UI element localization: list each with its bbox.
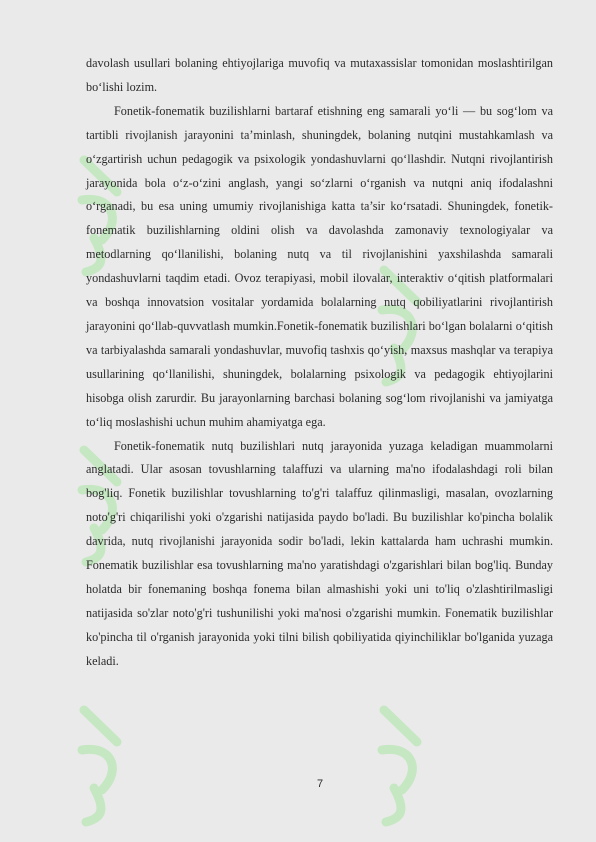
watermark-logo-icon	[72, 690, 142, 830]
watermark-logo-icon	[372, 690, 442, 830]
page-number: 7	[316, 778, 324, 790]
paragraph-disorders-definition: Fonetik-fonematik nutq buzilishlari nutq jarayonida yuzaga keladigan muammolarni anglatadi. Ular asosan tovushlarning talaffuzi va ularning ma'no ifodalashdagi roli bilan bog'liq. Fonetik buzilishlar tovushlarning to'g'ri talaffuz qilinmasligi, masalan, ovozlarning noto'g'ri chiqarilishi yoki o'zgarishi natijasida paydo bo'ladi. Bu buzilishlar ko'pincha bolalik davrida, nutq rivojlanishi jarayonida sodir bo'ladi, lekin kattalarda ham uchrashi mumkin. Fonematik buzilishlar esa tovushlarning ma'no yaratishdagi o'zgarishlari bilan bog'liq. Bunday holatda bir fonemaning boshqa fonema bilan almashishi yoki uni to'liq o'zlashtirilmasligi natijasida so'zlar noto'g'ri tushunilishi yoki ma'nosi o'zgarishi mumkin. Fonematik buzilishlar ko'pincha til o'rganish jarayonida yoki tilni bilish qobiliyatida qiyinchiliklar bo'lganida yuzaga keladi.	[86, 438, 553, 668]
paragraph-elimination-methods: Fonetik-fonematik buzilishlarni bartaraf etishning eng samarali yo‘li — bu sog‘lom va tartibli rivojlanish jarayonini ta’minlash, shuningdek, bolaning nutqini mustahkamlash va o‘zgartirish uchun pedagogik va psixologik yondashuvlarni qo‘llashdir. Nutqni rivojlantirish jarayonida bola o‘z-o‘zini anglash, yangi so‘zlarni o‘rganish va nutqni aniq ifodalashni o‘rganadi, bu esa uning umumiy rivojlanishiga katta ta’sir ko‘rsatadi. Shuningdek, fonetik-fonematik buzilishlarning oldini olish va davolashda zamonaviy texnologiyalar va metodlarning qo‘llanilishi, bolaning nutq va til rivojlanishini yaxshilashda samarali yondashuvlarni taqdim etadi. Ovoz terapiyasi, mobil ilovalar, interaktiv o‘qitish platformalari va boshqa innovatsion vositalar yordamida bolalarning nutq qobiliyatlarini rivojlantirish jarayonini qo‘llab-quvvatlash mumkin.Fonetik-fonematik buzilishlari bo‘lgan bolalarni o‘qitish va tarbiyalashda samarali yondashuvlar, muvofiq tashxis qo‘yish, maxsus mashqlar va terapiya usullarining qo‘llanilishi, shuningdek, bolalarning psixologik va pedagogik ehtiyojlarini hisobga olish zarurdir. Bu jarayonlarning barchasi bolaning sog‘lom rivojlanishi va jamiyatga to‘liq moslashishi uchun muhim ahamiyatga ega.	[86, 103, 553, 429]
body-text	[86, 52, 553, 674]
paragraph-continuation: davolash usullari bolaning ehtiyojlariga muvofiq va mutaxassislar tomonidan moslashtirilgan bo‘lishi lozim.	[86, 56, 553, 94]
